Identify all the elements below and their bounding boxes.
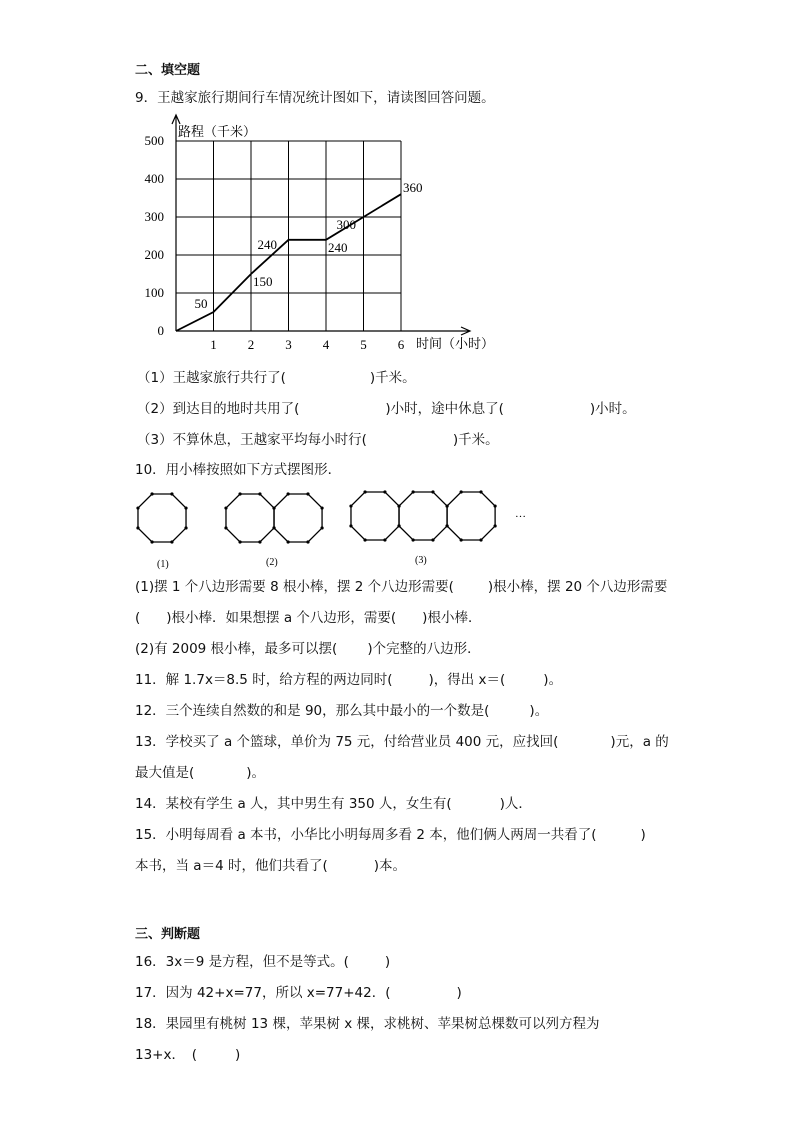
stick-joint <box>286 540 289 543</box>
x-tick-label: 6 <box>397 337 405 352</box>
stick-joint <box>349 524 352 527</box>
stick-joint <box>320 526 323 529</box>
question-17-text-a: 17．因为 42+x=77，所以 x=77+42．( <box>135 985 391 1001</box>
question-9-sub-1 <box>137 369 416 387</box>
stick-joint <box>445 504 448 507</box>
stick-joint <box>238 492 241 495</box>
question-18-text-c: ) <box>235 1047 241 1063</box>
stick-joint <box>306 492 309 495</box>
stick-joint <box>136 526 139 529</box>
question-9-sub-2-text-c: )小时。 <box>589 401 636 417</box>
question-10-part-2-text-a: (2)有 2009 根小棒，最多可以摆( <box>135 641 338 657</box>
question-11-text-a: 11．解 1.7x＝8.5 时，给方程的两边同时( <box>135 672 393 688</box>
origin-label: 0 <box>157 323 164 338</box>
chart-grid <box>176 141 401 331</box>
stick-joint <box>383 538 386 541</box>
question-9-sub-2 <box>137 400 636 418</box>
stick-joint <box>431 538 434 541</box>
question-15-cont <box>135 857 406 875</box>
y-tick-label: 500 <box>144 133 164 148</box>
question-13 <box>135 733 669 751</box>
octagon-shape <box>351 492 399 540</box>
question-9-sub-3-text-b: )千米。 <box>452 432 499 448</box>
y-axis-label: 路程（千米） <box>178 124 257 139</box>
stick-joint <box>460 490 463 493</box>
y-tick-label: 300 <box>144 209 164 224</box>
stick-joint <box>479 490 482 493</box>
question-10-part-1-text-d: )根小棒．如果想摆 a 个八边形，需要( <box>166 610 397 626</box>
y-tick-label: 200 <box>144 247 164 262</box>
octagon-shape <box>447 492 495 540</box>
question-15-text-b: ) <box>640 827 646 843</box>
stick-joint <box>397 504 400 507</box>
octagon-shape <box>226 494 274 542</box>
question-9-stem: 9．王越家旅行期间行车情况统计图如下，请读图回答问题。 <box>135 90 495 106</box>
question-15-text-c: 本书，当 a＝4 时，他们共看了( <box>135 858 328 874</box>
question-15-text-d: )本。 <box>373 858 406 874</box>
stick-joint <box>258 492 261 495</box>
question-9-sub-3 <box>137 431 499 449</box>
octagon-figures <box>125 485 545 575</box>
question-9-sub-1-text-b: )千米。 <box>369 370 416 386</box>
stick-joint <box>397 524 400 527</box>
stick-joint <box>460 538 463 541</box>
question-13-cont <box>135 764 265 782</box>
data-label: 50 <box>194 296 208 311</box>
y-tick-label: 100 <box>144 285 164 300</box>
stick-joint <box>184 526 187 529</box>
stick-joint <box>170 540 173 543</box>
question-10-stem: 10．用小棒按照如下方式摆图形． <box>135 462 342 478</box>
section-title-fill-in: 二、填空题 <box>135 63 201 78</box>
stick-joint <box>150 540 153 543</box>
stick-joint <box>363 490 366 493</box>
question-9-sub-2-text-b: )小时，途中休息了( <box>385 401 504 417</box>
question-18: 18．果园里有桃树 13 棵，苹果树 x 棵，求桃树、苹果树总棵数可以列方程为 <box>135 1016 600 1032</box>
question-17 <box>135 984 462 1002</box>
x-tick-label: 3 <box>285 337 292 352</box>
stick-joint <box>306 540 309 543</box>
question-12 <box>135 702 548 720</box>
stick-joint <box>286 492 289 495</box>
stick-joint <box>494 524 497 527</box>
figure-label-3: (3) <box>415 555 427 566</box>
y-tick-label: 400 <box>144 171 164 186</box>
stick-joint <box>150 492 153 495</box>
stick-joint <box>320 506 323 509</box>
figure-label-1: (1) <box>157 559 169 570</box>
question-11-text-b: )，得出 x＝( <box>428 672 506 688</box>
question-10-part-1-cont <box>135 609 481 627</box>
question-16-text-b: ) <box>384 954 391 970</box>
distance-time-chart <box>130 112 530 352</box>
question-10-part-2-text-b: )个完整的八边形． <box>367 641 481 657</box>
stick-joint <box>349 504 352 507</box>
question-10-part-1-text-e: )根小棒． <box>422 610 482 626</box>
octagon-shape <box>399 492 447 540</box>
stick-joint <box>445 524 448 527</box>
question-15 <box>135 826 646 844</box>
stick-joint <box>272 526 275 529</box>
question-12-text-a: 12．三个连续自然数的和是 90，那么其中最小的一个数是( <box>135 703 490 719</box>
chart-data-labels <box>195 180 423 311</box>
stick-joint <box>184 506 187 509</box>
ellipsis-mark: … <box>515 508 526 520</box>
question-14 <box>135 795 532 813</box>
chart-axes <box>172 115 470 335</box>
question-9-sub-3-text-a: （3）不算休息，王越家平均每小时行( <box>137 432 367 448</box>
stick-joint <box>383 490 386 493</box>
data-label: 240 <box>257 236 277 252</box>
data-label: 150 <box>253 274 273 289</box>
question-18-cont <box>135 1046 240 1064</box>
section-title-judgement: 三、判断题 <box>135 927 201 942</box>
stick-joint <box>411 538 414 541</box>
octagon-shape <box>274 494 322 542</box>
question-13-text-c: 最大值是( <box>135 765 195 781</box>
question-13-text-b: )元，a 的 <box>610 734 669 750</box>
question-10-part-1-text-a: (1)摆 1 个八边形需要 8 根小棒，摆 2 个八边形需要( <box>135 579 454 595</box>
question-10-part-1-text-c: ( <box>135 610 141 626</box>
x-tick-label: 1 <box>210 337 217 352</box>
data-label: 300 <box>336 217 356 232</box>
stick-joint <box>136 506 139 509</box>
x-tick-label: 4 <box>322 337 330 352</box>
x-tick-label: 5 <box>360 337 367 352</box>
question-10-part-1-text-b: )根小棒，摆 20 个八边形需要 <box>487 579 668 595</box>
figure-label-2: (2) <box>266 557 278 568</box>
question-15-text-a: 15．小明每周看 a 本书，小华比小明每周多看 2 本，他们俩人两周一共看了( <box>135 827 597 843</box>
octagon-shape <box>138 494 186 542</box>
x-tick-label: 2 <box>247 337 255 352</box>
question-12-text-b: )。 <box>529 703 549 719</box>
question-13-text-a: 13．学校买了 a 个篮球，单价为 75 元，付给营业员 400 元，应找回( <box>135 734 559 750</box>
stick-joint <box>431 490 434 493</box>
question-9-sub-2-text-a: （2）到达目的地时共用了( <box>137 401 300 417</box>
stick-joint <box>258 540 261 543</box>
x-axis-label: 时间（小时） <box>416 336 495 351</box>
question-11 <box>135 671 562 689</box>
data-label: 360 <box>403 180 423 196</box>
stick-joint <box>411 490 414 493</box>
stick-joint <box>494 504 497 507</box>
stick-joint <box>224 526 227 529</box>
question-13-text-d: )。 <box>246 765 266 781</box>
stick-joint <box>238 540 241 543</box>
question-10-part-1 <box>135 578 667 596</box>
question-17-text-b: ) <box>456 985 462 1001</box>
stick-joint <box>479 538 482 541</box>
question-14-text-b: )人． <box>499 796 532 812</box>
stick-joint <box>363 538 366 541</box>
question-16-text-a: 16．3x＝9 是方程，但不是等式。( <box>135 954 349 970</box>
question-14-text-a: 14．某校有学生 a 人，其中男生有 350 人，女生有( <box>135 796 452 812</box>
question-9-sub-1-text-a: （1）王越家旅行共行了( <box>137 370 286 386</box>
question-16 <box>135 953 390 971</box>
question-18-text-b: 13+x． ( <box>135 1047 197 1063</box>
data-label: 240 <box>328 239 348 255</box>
stick-joint <box>170 492 173 495</box>
question-10-part-2 <box>135 640 481 658</box>
stick-joint <box>272 506 275 509</box>
stick-joint <box>224 506 227 509</box>
question-11-text-c: )。 <box>543 672 563 688</box>
